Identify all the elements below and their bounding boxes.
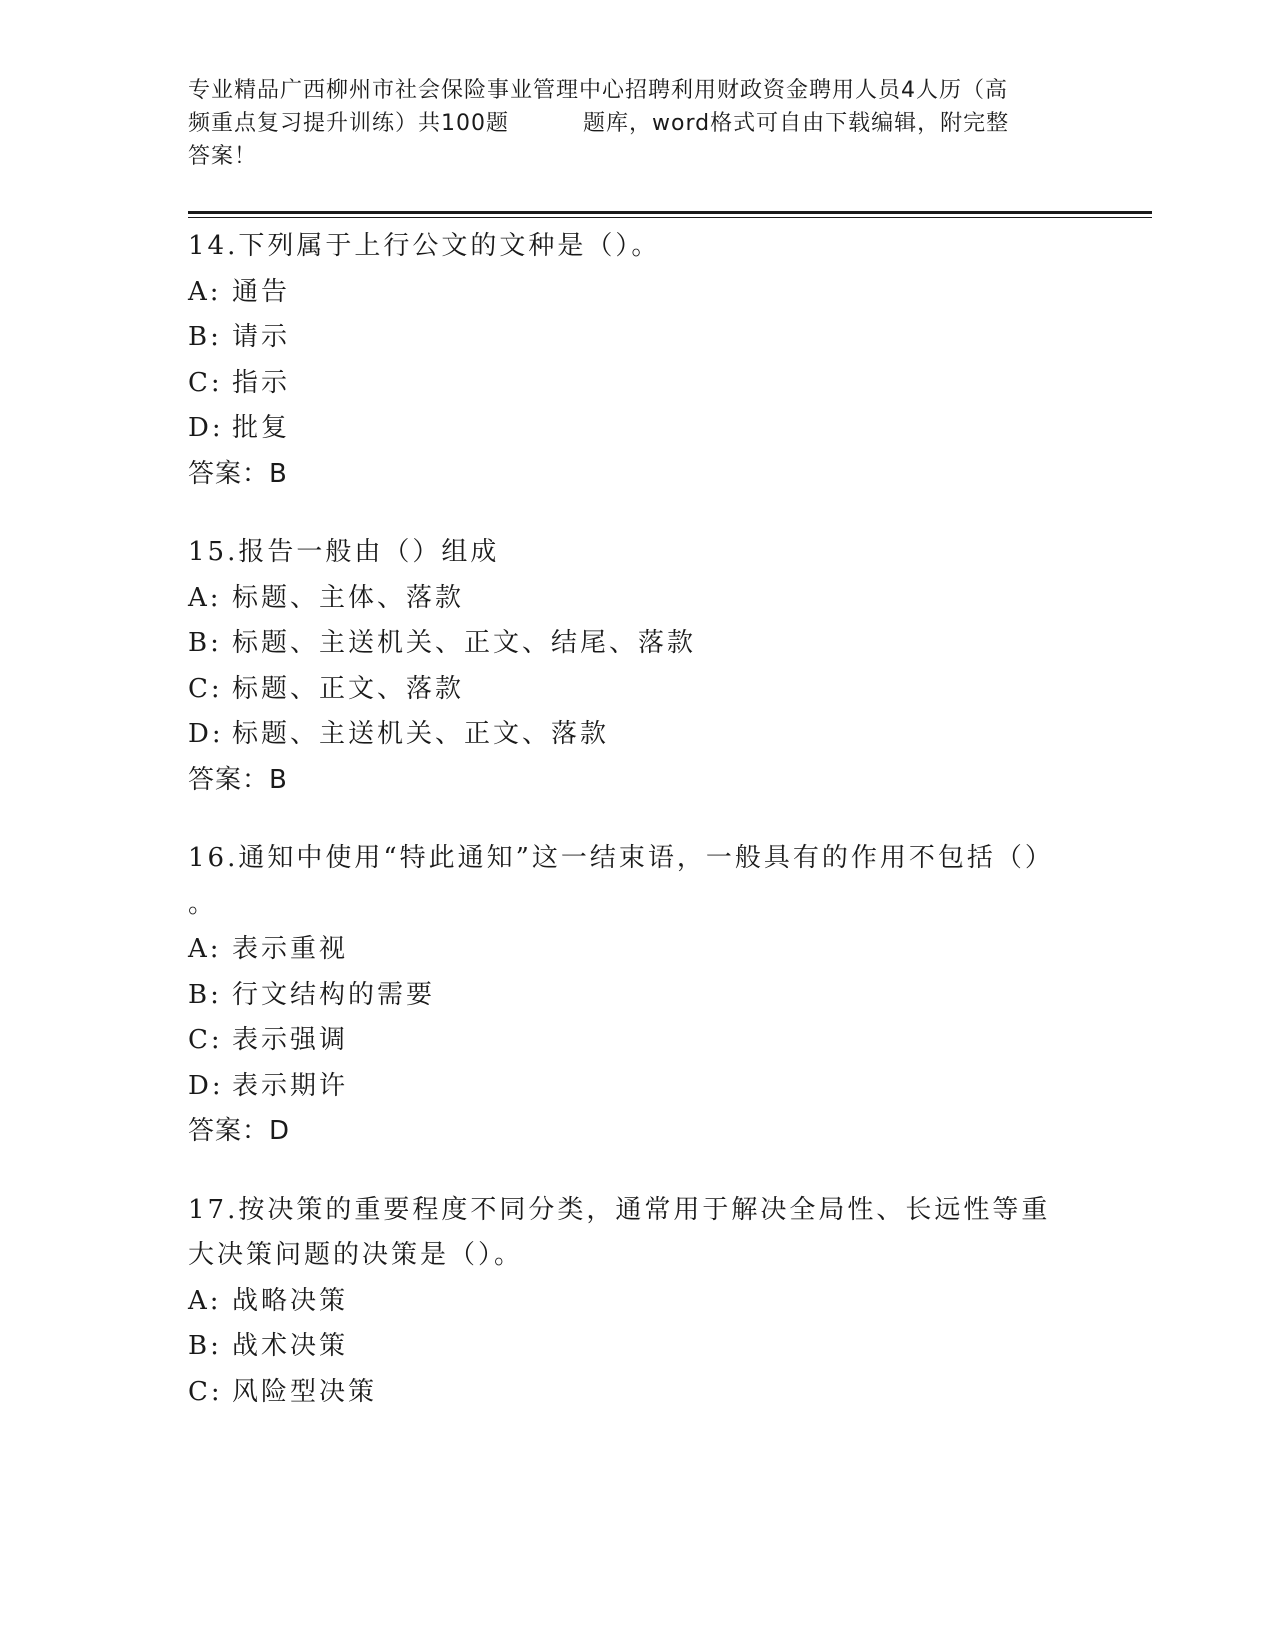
option-key: D:	[188, 413, 224, 443]
option-key: C:	[188, 1376, 223, 1407]
option-b	[188, 621, 1088, 667]
option-c	[188, 1370, 1088, 1416]
option-text: 表示期许	[232, 1070, 349, 1101]
option-key: B:	[188, 1331, 222, 1361]
header-divider-thin	[188, 217, 1152, 218]
option-text: 表示强调	[232, 1025, 349, 1055]
option-key: B:	[188, 979, 222, 1010]
option-text: 行文结构的需要	[232, 979, 436, 1010]
question-17	[188, 1188, 1088, 1416]
option-text: 战略决策	[232, 1285, 349, 1316]
option-key: C:	[188, 1025, 223, 1055]
option-key: B:	[188, 322, 222, 352]
header-line-2-part-a: 频重点复习提升训练）共100题	[188, 111, 509, 136]
question-stem: 15.报告一般由（）组成	[188, 537, 500, 567]
option-b	[188, 315, 1088, 361]
option-text: 标题、正文、落款	[232, 673, 465, 704]
option-text: 标题、主送机关、正文、结尾、落款	[232, 628, 697, 658]
option-d	[188, 406, 1088, 452]
option-d	[188, 1064, 1088, 1110]
question-list	[188, 224, 1088, 1448]
question-15	[188, 530, 1088, 803]
option-d	[188, 712, 1088, 758]
option-c	[188, 361, 1088, 407]
option-key: C:	[188, 367, 223, 398]
header-divider-thick	[188, 211, 1152, 214]
option-key: D:	[188, 719, 224, 749]
option-text: 标题、主体、落款	[232, 582, 465, 613]
answer-line: 答案：B	[188, 764, 288, 795]
header-line-1: 专业精品广西柳州市社会保险事业管理中心招聘利用财政资金聘用人员4人历（高	[188, 78, 1008, 103]
option-key: B:	[188, 628, 222, 658]
option-text: 表示重视	[232, 934, 349, 964]
option-text: 通告	[232, 276, 291, 307]
question-16	[188, 836, 1088, 1155]
option-a	[188, 270, 1088, 316]
option-key: A:	[188, 934, 222, 964]
option-text: 战术决策	[232, 1331, 349, 1361]
option-a	[188, 576, 1088, 622]
question-stem: 17.按决策的重要程度不同分类，通常用于解决全局性、长远性等重大决策问题的决策是（）。	[188, 1194, 1051, 1270]
option-b	[188, 973, 1088, 1019]
option-a	[188, 1279, 1088, 1325]
option-text: 批复	[232, 413, 291, 443]
option-key: A:	[188, 1285, 222, 1316]
answer-line: 答案：D	[188, 1116, 291, 1146]
header-line-2-part-b: 题库，word格式可自由下载编辑，附完整	[583, 111, 1010, 136]
option-c	[188, 1018, 1088, 1064]
option-text: 风险型决策	[232, 1376, 378, 1407]
document-header	[188, 74, 1088, 173]
question-stem: 14.下列属于上行公文的文种是（）。	[188, 231, 661, 261]
question-14	[188, 224, 1088, 497]
option-key: A:	[188, 582, 222, 613]
header-line-3: 答案！	[188, 144, 258, 169]
option-text: 标题、主送机关、正文、落款	[232, 719, 610, 749]
option-a	[188, 927, 1088, 973]
question-stem-continuation: 。	[188, 888, 218, 919]
answer-line: 答案：B	[188, 458, 288, 489]
option-key: C:	[188, 673, 223, 704]
option-key: A:	[188, 276, 222, 307]
option-c	[188, 667, 1088, 713]
option-text: 请示	[232, 322, 291, 352]
question-stem: 16.通知中使用“特此通知”这一结束语，一般具有的作用不包括（）	[188, 843, 1054, 873]
option-text: 指示	[232, 367, 291, 398]
option-key: D:	[188, 1070, 224, 1101]
header-line-2	[188, 107, 1088, 140]
option-b	[188, 1324, 1088, 1370]
